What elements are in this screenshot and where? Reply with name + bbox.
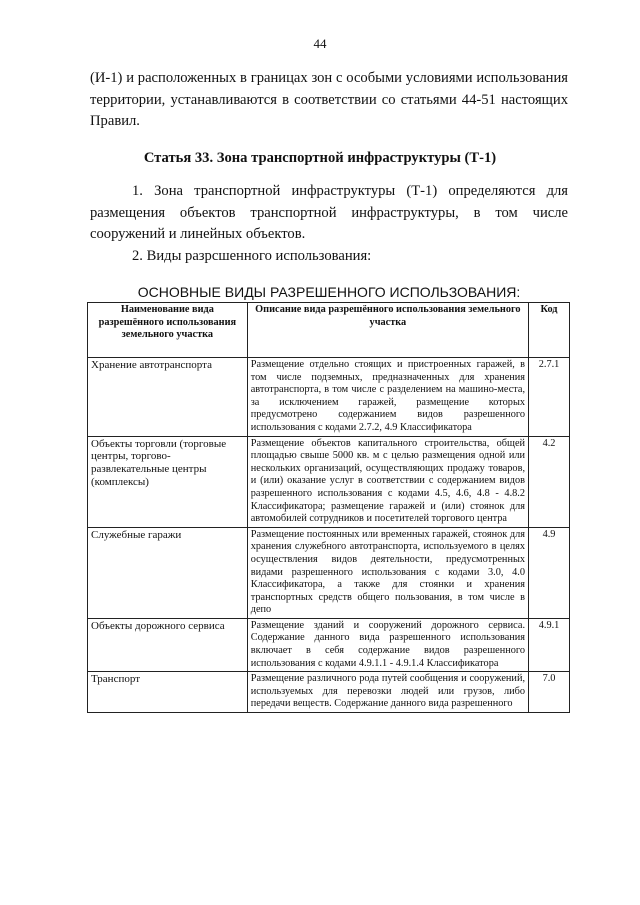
table-row <box>88 618 570 671</box>
row-description: Размещение различного рода путей сообщения и сооружений, используемых для перевозки людей или грузов, либо передачи веществ. Содержание данного вида разрешенного <box>247 672 528 713</box>
row-code: 4.2 <box>529 436 570 527</box>
row-code: 2.7.1 <box>529 358 570 437</box>
table-row <box>88 358 570 437</box>
row-name: Объекты дорожного сервиса <box>88 618 248 671</box>
row-name: Служебные гаражи <box>88 527 248 618</box>
row-name: Хранение автотранспорта <box>88 358 248 437</box>
row-description: Размещение отдельно стоящих и пристроенных гаражей, в том числе подземных, предназначенных для хранения автотранспорта, в том числе с разделением на машино-места, за исключением гаражей, размещение которых предусмотрено содержанием видов разрешенного использования с кодами 2.7.2, 4.9 Классификатора <box>247 358 528 437</box>
table-title: ОСНОВНЫЕ ВИДЫ РАЗРЕШЕННОГО ИСПОЛЬЗОВАНИЯ: <box>137 284 521 300</box>
article-heading: Статья 33. Зона транспортной инфраструктуры (Т-1) <box>143 150 497 166</box>
intro-paragraph: (И-1) и расположенных в границах зон с особыми условиями использования территории, устанавливаются в соответствии со статьями 44-51 настоящих Правил. <box>90 70 568 129</box>
paragraph-permitted-uses: 2. Виды разрсшенного использования: <box>132 248 372 264</box>
permitted-uses-table <box>87 302 570 713</box>
header-description: Описание вида разрешённого использования земельного участка <box>247 303 528 358</box>
header-code: Код <box>529 303 570 358</box>
table-row <box>88 527 570 618</box>
row-name: Транспорт <box>88 672 248 713</box>
table-row <box>88 672 570 713</box>
row-description: Размещение постоянных или временных гаражей, стоянок для хранения служебного автотранспорта, используемого в целях осуществления видов деятельности, предусмотренных видами разрешенного использования с кодами 3.0, 4.0 Классификатора, а также для стоянки и хранения транспортных средств общего пользования, в том числе в депо <box>247 527 528 618</box>
row-description: Размещение зданий и сооружений дорожного сервиса. Содержание данного вида разрешенного использования включает в себя содержание видов разрешенного использования с кодами 4.9.1.1 - 4.9.1.4 Классификатора <box>247 618 528 671</box>
paragraph-zone-definition: 1. Зона транспортной инфраструктуры (Т-1) определяются для размещения объектов транспортной инфраструктуры, в том числе сооружений и линейных объектов. <box>90 183 568 242</box>
row-code: 4.9 <box>529 527 570 618</box>
table-row <box>88 436 570 527</box>
row-code: 7.0 <box>529 672 570 713</box>
row-code: 4.9.1 <box>529 618 570 671</box>
table-header-row <box>88 303 570 358</box>
page-number: 44 <box>313 36 327 51</box>
row-description: Размещение объектов капитального строительства, общей площадью свыше 5000 кв. м с целью размещения одной или нескольких организаций, осуществляющих продажу товаров, и (или) оказание услуг в соответствии с содержанием видов разрешенного использования с кодами 4.5, 4.6, 4.8 - 4.8.2 Классификатора; размещение гаражей и (или) стоянок для автомобилей сотрудников и посетителей торгового центра <box>247 436 528 527</box>
header-name: Наименование вида разрешённого использования земельного участка <box>88 303 248 358</box>
row-name: Объекты торговли (торговые центры, торгово-развлекательные центры (комплексы) <box>88 436 248 527</box>
